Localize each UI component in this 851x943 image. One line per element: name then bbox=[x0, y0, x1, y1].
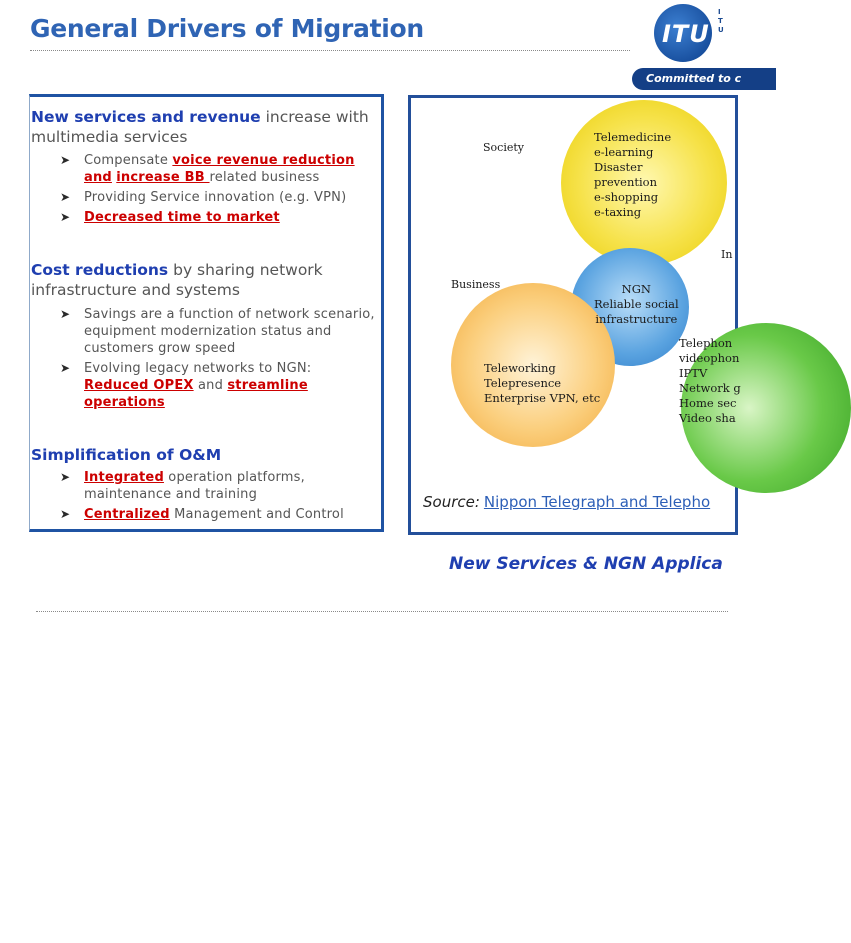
list-item: ➤ Compensate voice revenue reduction and increase BB related business bbox=[60, 153, 355, 185]
ngn-text: NGN Reliable social infrastructure bbox=[594, 282, 679, 326]
image-caption: New Services & NGN Applica bbox=[449, 554, 723, 574]
section-text: by sharing network infrastructure and systems bbox=[31, 261, 323, 299]
title-divider bbox=[30, 50, 630, 51]
business-services-text: Teleworking Telepresence Enterprise VPN, etc bbox=[484, 361, 601, 405]
label-business: Business bbox=[451, 278, 501, 291]
arrow-bullet-icon: ➤ bbox=[60, 470, 71, 484]
bottom-divider bbox=[36, 611, 728, 612]
list-item: ➤ Decreased time to market bbox=[60, 210, 280, 225]
section-text: increase with multimedia services bbox=[31, 108, 369, 146]
bullet-list-new-services bbox=[60, 152, 380, 229]
bullet-list-simplification bbox=[60, 469, 380, 526]
image-source: Source: Nippon Telegraph and Telepho bbox=[423, 493, 711, 511]
list-item: ➤ Savings are a function of network scenario, equipment modernization status and customers grow speed bbox=[60, 307, 375, 356]
list-item: ➤ Centralized Management and Control bbox=[60, 507, 344, 522]
arrow-bullet-icon: ➤ bbox=[60, 361, 71, 375]
section-heading: Cost reductions bbox=[31, 261, 169, 279]
arrow-bullet-icon: ➤ bbox=[60, 507, 71, 521]
arrow-bullet-icon: ➤ bbox=[60, 307, 71, 321]
individual-services-text: Telephon videophon IPTV Network g Home sec Video sha bbox=[679, 336, 741, 425]
itu-logo bbox=[628, 0, 742, 95]
section-new-services bbox=[31, 107, 381, 147]
ngn-diagram-image bbox=[408, 95, 741, 535]
arrow-bullet-icon: ➤ bbox=[60, 153, 71, 167]
arrow-bullet-icon: ➤ bbox=[60, 190, 71, 204]
label-individual-partial: In bbox=[721, 248, 733, 261]
bullet-list-cost-reductions bbox=[60, 306, 380, 414]
list-item: ➤ Providing Service innovation (e.g. VPN) bbox=[60, 190, 347, 205]
section-simplification bbox=[31, 445, 381, 465]
slide-title: General Drivers of Migration bbox=[30, 14, 424, 43]
list-item: ➤ Evolving legacy networks to NGN: Reduced OPEX and streamline operations bbox=[60, 361, 312, 410]
logo-wordmark: ITU bbox=[662, 20, 710, 48]
section-heading: Simplification of O&M bbox=[31, 446, 222, 464]
section-heading: New services and revenue bbox=[31, 108, 261, 126]
list-item: ➤ Integrated operation platforms, maintenance and training bbox=[60, 470, 305, 502]
logo-banner: Committed to c bbox=[632, 68, 776, 90]
logo-side-text: I T U bbox=[718, 8, 724, 34]
society-services-text: Telemedicine e-learning Disaster prevention e-shopping e-taxing bbox=[594, 130, 672, 219]
section-cost-reductions bbox=[31, 260, 381, 300]
arrow-bullet-icon: ➤ bbox=[60, 210, 71, 224]
label-society: Society bbox=[483, 141, 524, 154]
